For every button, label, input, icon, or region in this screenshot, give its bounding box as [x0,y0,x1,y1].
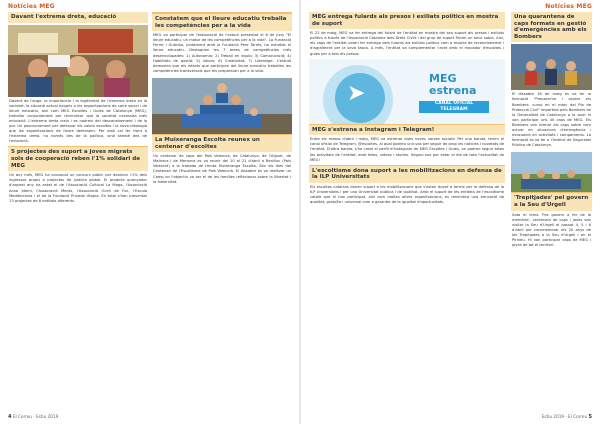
column-4 [511,12,592,412]
photo-trepitjades [511,152,592,192]
article-body: Els escoltes catalans donen suport a les mobilitzacions que s'estan duent a terme per la defensa de la ILP Universitats i per una Universitat pública i de qualitat. Amb el suport de les entitats de l'escoltisme català que hi han participat, així com moltes altres organitzacions, es reivindica una educació de qualitat, gratuïta i universal com a garantia de la igualtat d'oportunitats. [310,184,504,205]
publication-name: Estiu 2019 · El Correu [541,414,588,419]
article-headline: Davant l'extrema dreta, educació [8,12,148,23]
article-body: Un any més, MEG ha convocat un concurs públic per destinar l'1% dels ingressos propis a projectes de justícia global. El projecte guanyador d'aquest any ha estat el de l'Associació Cultural La Maga, l'Associació Ansa Idemi, l'Associació Ments, l'Associació Ocell de Foc, l'Escola Mediterrània i el de la Fundació Privada Utopia. En total s'han presentat 13 projectes de 8 entitats diferents. [9,173,147,203]
photo-firefighters [511,44,592,90]
article-headline: L'escoltisme dona suport a les mobilitzacions en defensa de la ILP Universitats [309,165,505,183]
article-headline: Constatem que el lleure educatiu treballa les competències per a la vida [152,12,292,31]
photo-protest [8,25,148,97]
firefighters-photo-illustration [511,44,592,90]
article-headline: 5 projectes des suport a joves migrats sols de cooperació reben l'1% solidari de MEG [8,146,148,171]
article-headline: MEG s'estrena a Instagram i Telegram! [309,124,505,136]
protest-photo-illustration [8,25,148,97]
article-body: El 22 de maig, MEG va fer entrega del fulard de l'entitat en mostra del seu suport als presos i exiliats polítics a través de l'Associació Catalana dels Drets Civils i del grup de suport Tenim un amic sabia. Així, els caps de l'entitat varen fer entrega dels fulards als exiliats polítics com a mostra de reconeixement i d'agraïment per la seva tasca. A més, l'entitat va complementar l'acte amb el mocador d'escoltes i guies per a tots els presos. [310,31,504,56]
page-number: 4 [8,414,12,420]
article-body: Sota el lema 'Fes govern a fer de la memòria', centenars de caps i joves van visitar la Seu d'Urgell el passat 4, 5 i 6 d'abril per commemorar els 20 anys de les Trepitjades a la Seu d'Urgell i en el Pirineu. Hi van participar caps de MEG i joves de tot el territori. [512,212,591,248]
right-page [301,0,600,424]
column-1 [8,12,148,412]
section-tag: Notícies MEG [8,3,55,10]
article-body: MEG va participar de l'elaboració de l'estudi presentat el 6 de juny "El lleure educatiu, un motor de les competències per a la vida". La Fundació Ferrer i Guàrdia, juntament amb la Fundació Pere Tarrés, ha estudiat el lleure educatiu. Destaquen les 7 àrees de competències més desenvolupades: 1) Autonomia; 2) Treball en equip; 3) Comunicació; 4) Habilitats de gestió; 5) Valors; 6) Creativitat; 7) Lideratge. L'estudi demostra que els infants que participen del lleure educatiu treballen les competències transversals que els prepararan per a la vida. [153,33,291,73]
page-footer-right [542,414,592,420]
article-headline: 'Trepitjades' pel govern a la Seu d'Urgell [511,192,592,210]
trepitjades-photo-illustration [511,152,592,192]
article-headline: MEG entrega fulards als presos i exiliats polítics en mostra de suport [309,12,505,29]
column-2 [152,12,292,412]
page-number: 5 [588,414,592,420]
left-page [0,0,299,424]
badge-line-1: CANAL OFICIAL [434,100,474,106]
banner-title: MEG [429,71,457,85]
article-body: El dissabte 18 de maig es va fer la formació "Preparar'se i ajudar els Bombers: curso en el marc del Pla de Protecció Civil" impartida pels Bombers de la Generalitat de Catalunya a la qual hi van participar uns 40 caps de MEG. Els Bombers van formar els caps sobre com actuar en situacions d'emergència i evacuació en activitats i campaments. La formació es va fer a l'Institut de Seguretat Pública de Catalunya. [512,92,591,148]
article-headline: Una quarantena de caps formats en gestió d'emergències amb els Bombers [511,12,592,42]
article-headline: La Muixeranga Escolta reunex un centenar d'escoltes [152,134,292,152]
page-footer-left [8,414,58,420]
section-tag: Notícies MEG [545,3,592,10]
muixeranga-photo-illustration [152,78,292,134]
banner-subtitle: estrena [429,83,477,97]
publication-name: El Correu · Estiu 2019 [12,414,59,419]
paper-plane-icon: ➤ [347,80,366,106]
article-body: Davant de l'auge, la importància i la legitimitat de l'extrema dreta en la societat, la situació actual exigeix a les organitzacions de caire social i de lleure educatiu, així com MEG Escoltes i Guies de Catalunya (MEG), treballar conjuntament per reivindicar que la societat necessita més educació. L'extrema dreta creix i es nodreix del desconeixement i de la por. Un posicionament per defensar els valors escoltes i la nova ideologia que les organitzacions de lleure defensem. Per això cal fer front a l'extrema dreta, no només des de la política, sinó també des de l'educació. [9,98,147,144]
article-body: Entre els mesos d'abril i maig, MEG va estrenar dues noves xarxes socials! Per una banda, tenim el canal oficial de Telegram, @escoltes, al qual podreu unir-vos per seguir de prop les notícies i novetats de l'entitat. D'altra banda, s'ha creat el perfil d'Instagram de MEG Escoltes i Guies, on podreu seguir totes les activitats de l'entitat, amb fotos, vídeos i stories. Seguiu-nos per estar al dia de tota l'actualitat de MEG! [310,137,504,162]
telegram-channel-badge [419,101,489,113]
telegram-banner [309,59,505,124]
article-body: Un centenar de caps del País Valencià, de Catalunya, de l'Alguer, de Mallorca i de Menorca es va reunir del 10 al 21 d'abril a Benilloc (País Valencià) a la trobada de trenta Muixeranga Escolta. Són els dies del Centenari de l'Escoltisme de País Valencià. El dissabte es va realitzar un Camp on l'objectiu va ser el de les famílies reflexionar sobre la llibertat i la fraternitat. [153,154,291,184]
badge-line-2: TELEGRAM [440,106,468,112]
column-3 [309,12,505,412]
photo-muixeranga [152,78,292,134]
